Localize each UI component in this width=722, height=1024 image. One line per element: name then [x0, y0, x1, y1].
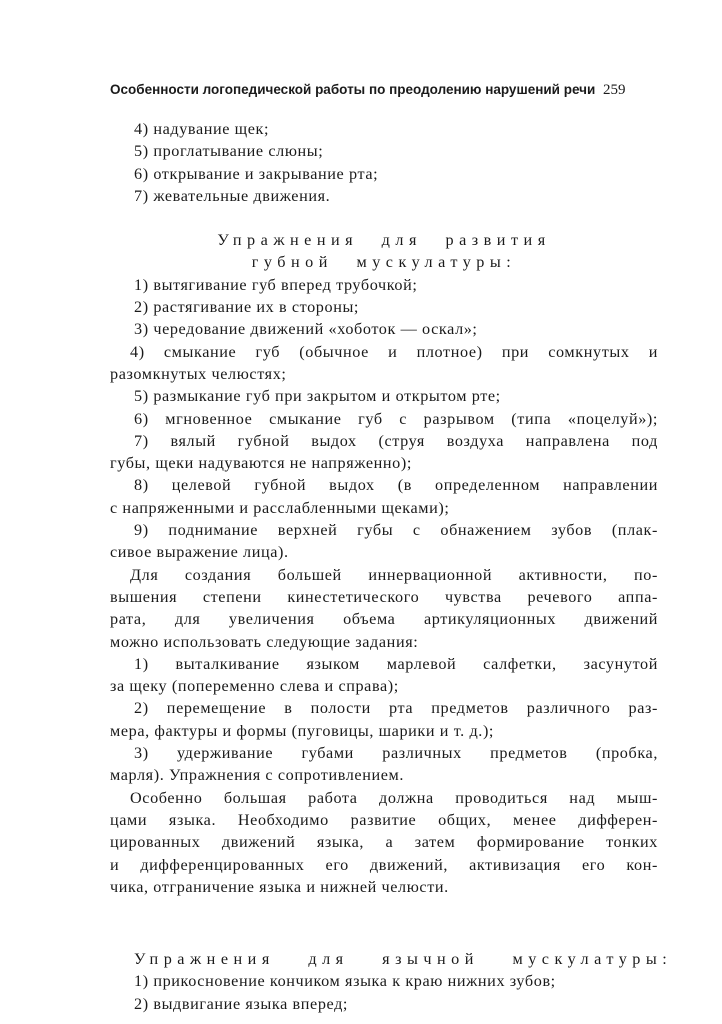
- list-item-continuation: марля). Упражнения с сопротивлением.: [110, 766, 405, 785]
- paragraph-line: чика, отграничение языка и нижней челюсти.: [110, 877, 449, 896]
- paragraph-line: цами языка. Необходимо развитие общих, менее дифферен-: [110, 810, 658, 829]
- list-item-continuation: сивое выражение лица).: [110, 543, 289, 562]
- list-item: 2) выдвигание языка вперед;: [134, 994, 349, 1013]
- list-item: 7) жевательные движения.: [134, 186, 331, 205]
- list-item: 1) прикосновение кончиком языка к краю нижних зубов;: [134, 972, 556, 991]
- section-heading-lips-line1: Упражнения для развития: [217, 231, 551, 250]
- page-number: 259: [603, 82, 626, 98]
- paragraph-line: рата, для увеличения объема артикуляционных движений: [110, 610, 658, 629]
- list-item: 7) вялый губной выдох (струя воздуха направлена под: [134, 431, 658, 450]
- list-item: 4) смыкание губ (обычное и плотное) при сомкнутых и: [130, 342, 658, 361]
- list-item: 4) надувание щек;: [134, 120, 270, 138]
- list-item: 3) чередование движений «хоботок — оскал»;: [134, 320, 478, 339]
- running-header: [110, 80, 660, 100]
- list-item: 3) удерживание губами различных предметов (пробка,: [134, 744, 658, 763]
- list-item-continuation: разомкнутых челюстях;: [110, 364, 287, 383]
- header-title: Особенности логопедической работы по преодолению нарушений речи: [110, 82, 596, 97]
- list-item: 2) перемещение в полости рта предметов различного раз-: [134, 699, 658, 718]
- section-heading-lips-line2: губной мускулатуры:: [251, 253, 517, 272]
- list-item: 5) проглатывание слюны;: [134, 142, 324, 161]
- list-item: 6) открывание и закрывание рта;: [134, 164, 379, 183]
- list-item-continuation: мера, фактуры и формы (пуговицы, шарики и т. д.);: [110, 721, 495, 740]
- paragraph-line: и дифференцированных его движений, активизация его кон-: [110, 855, 658, 874]
- list-item: 6) мгновенное смыкание губ с разрывом (типа «поцелуй»);: [134, 409, 658, 428]
- paragraph-line: Для создания большей иннервационной активности, по-: [130, 565, 658, 584]
- paragraph-line: цированных движений языка, а затем формирование тонких: [110, 833, 658, 852]
- paragraph-line: можно использовать следующие задания:: [110, 632, 419, 651]
- section-heading-tongue: Упражнения для язычной мускулатуры:: [134, 950, 673, 969]
- list-item: 5) размыкание губ при закрытом и открытом рте;: [134, 387, 501, 406]
- list-item: 9) поднимание верхней губы с обнажением зубов (плак-: [134, 521, 658, 540]
- paragraph-line: вышения степени кинестетического чувства речевого аппа-: [110, 587, 658, 606]
- list-item-continuation: за щеку (попеременно слева и справа);: [110, 677, 399, 696]
- list-item-continuation: губы, щеки надуваются не напряженно);: [110, 454, 412, 473]
- paragraph-line: Особенно большая работа должна проводиться над мыш-: [130, 788, 658, 807]
- list-item-continuation: с напряженными и расслабленными щеками);: [110, 498, 450, 517]
- list-item: 1) вытягивание губ вперед трубочкой;: [134, 275, 418, 294]
- list-item: 8) целевой губной выдох (в определенном направлении: [134, 476, 658, 495]
- list-item: 1) выталкивание языком марлевой салфетки, засунутой: [134, 654, 658, 673]
- list-item: 2) растягивание их в стороны;: [134, 298, 360, 317]
- page-body: [110, 118, 673, 1015]
